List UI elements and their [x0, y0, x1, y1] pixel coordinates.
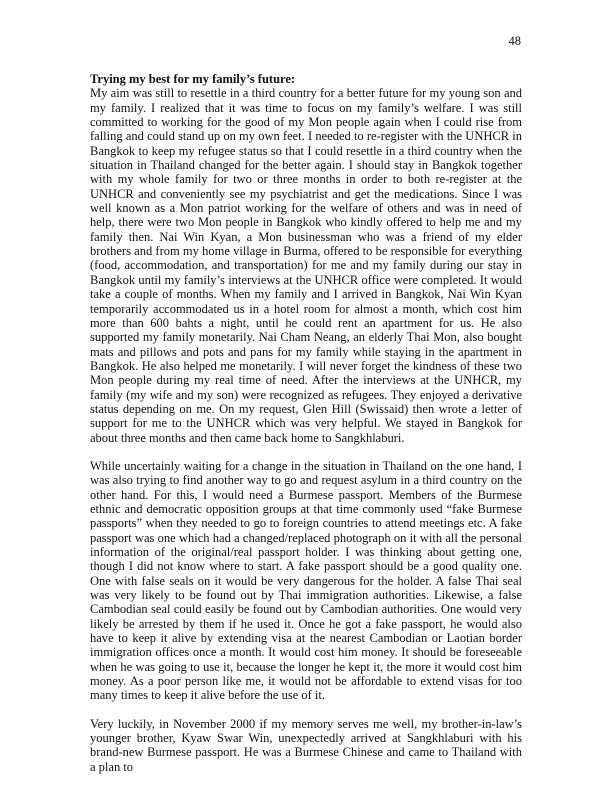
page-number: 48	[508, 34, 521, 48]
section-heading: Trying my best for my family’s future:	[90, 72, 296, 86]
paragraph-2: While uncertainly waiting for a change in the situation in Thailand on the one hand, I was also trying to find another way to go and request asylum in a third country on the other hand. For this, I would need a Burmese passport. Members of the Burmese ethnic and democratic opposition groups at that time commonly used “fake Burmese passports” when they needed to go to foreign countries to attend meetings etc. A fake passport was one which had a changed/replaced photograph on it with all the personal information of the original/real passport holder. I was thinking about getting one, though I did not know where to start. A fake passport should be a good quality one. One with false seals on it would be very dangerous for the holder. A false Thai seal was very likely to be found out by Thai immigration authorities. Likewise, a false Cambodian seal could easily be found out by Cambodian authorities. One would very likely be arrested by them if he used it. Once he got a fake passport, he would also have to keep it alive by extending visa at the nearest Cambodian or Laotian border immigration offices once a month. It would cost him money. It should be foreseeable when he was going to use it, because the longer he kept it, the more it would cost him money. As a poor person like me, it would not be affordable to extend visas for too many times to keep it alive before the use of it.	[90, 458, 522, 703]
paragraph-1: My aim was still to resettle in a third country for a better future for my young son and my family. I realized that it was time to focus on my family’s welfare. I was still committed to working for the good of my Mon people again when I could rise from falling and could stand up on my own feet. I needed to re-register with the UNHCR in Bangkok to keep my refugee status so that I could resettle in a third country when the situation in Thailand changed for the better again. I should stay in Bangkok together with my whole family for two or three months in order to both re-register at the UNHCR and conveniently see my psychiatrist and get the medications. Since I was well known as a Mon patriot working for the welfare of others and was in need of help, there were two Mon people in Bangkok who kindly offered to help me and my family then. Nai Win Kyan, a Mon businessman who was a friend of my elder brothers and from my home village in Burma, offered to be responsible for everything (food, accommodation, and transportation) for me and my family during our stay in Bangkok until my family’s interviews at the UNHCR office were completed. It would take a couple of months. When my family and I arrived in Bangkok, Nai Win Kyan temporarily accommodated us in a hotel room for almost a month, which cost him more than 600 bahts a night, until he could rent an apartment for us. He also supported my family monetarily. Nai Cham Neang, an elderly Thai Mon, also bought mats and pillows and pots and pans for my family while staying in the apartment in Bangkok. He also helped me monetarily. I will never forget the kindness of these two Mon people during my real time of need. After the interviews at the UNHCR, my family (my wife and my son) were recognized as refugees. They enjoyed a derivative status depending on me. On my request, Glen Hill (Swissaid) then wrote a letter of support for me to the UNHCR which was very helpful. We stayed in Bangkok for about three months and then came back home to Sangkhlaburi.	[90, 86, 522, 445]
paragraph-3: Very luckily, in November 2000 if my memory serves me well, my brother-in-law’s younger brother, Kyaw Swar Win, unexpectedly arrived at Sangkhlaburi with his brand-new Burmese passport. He was a Burmese Chinese and came to Thailand with a plan to	[90, 716, 522, 774]
page-body	[90, 72, 522, 774]
